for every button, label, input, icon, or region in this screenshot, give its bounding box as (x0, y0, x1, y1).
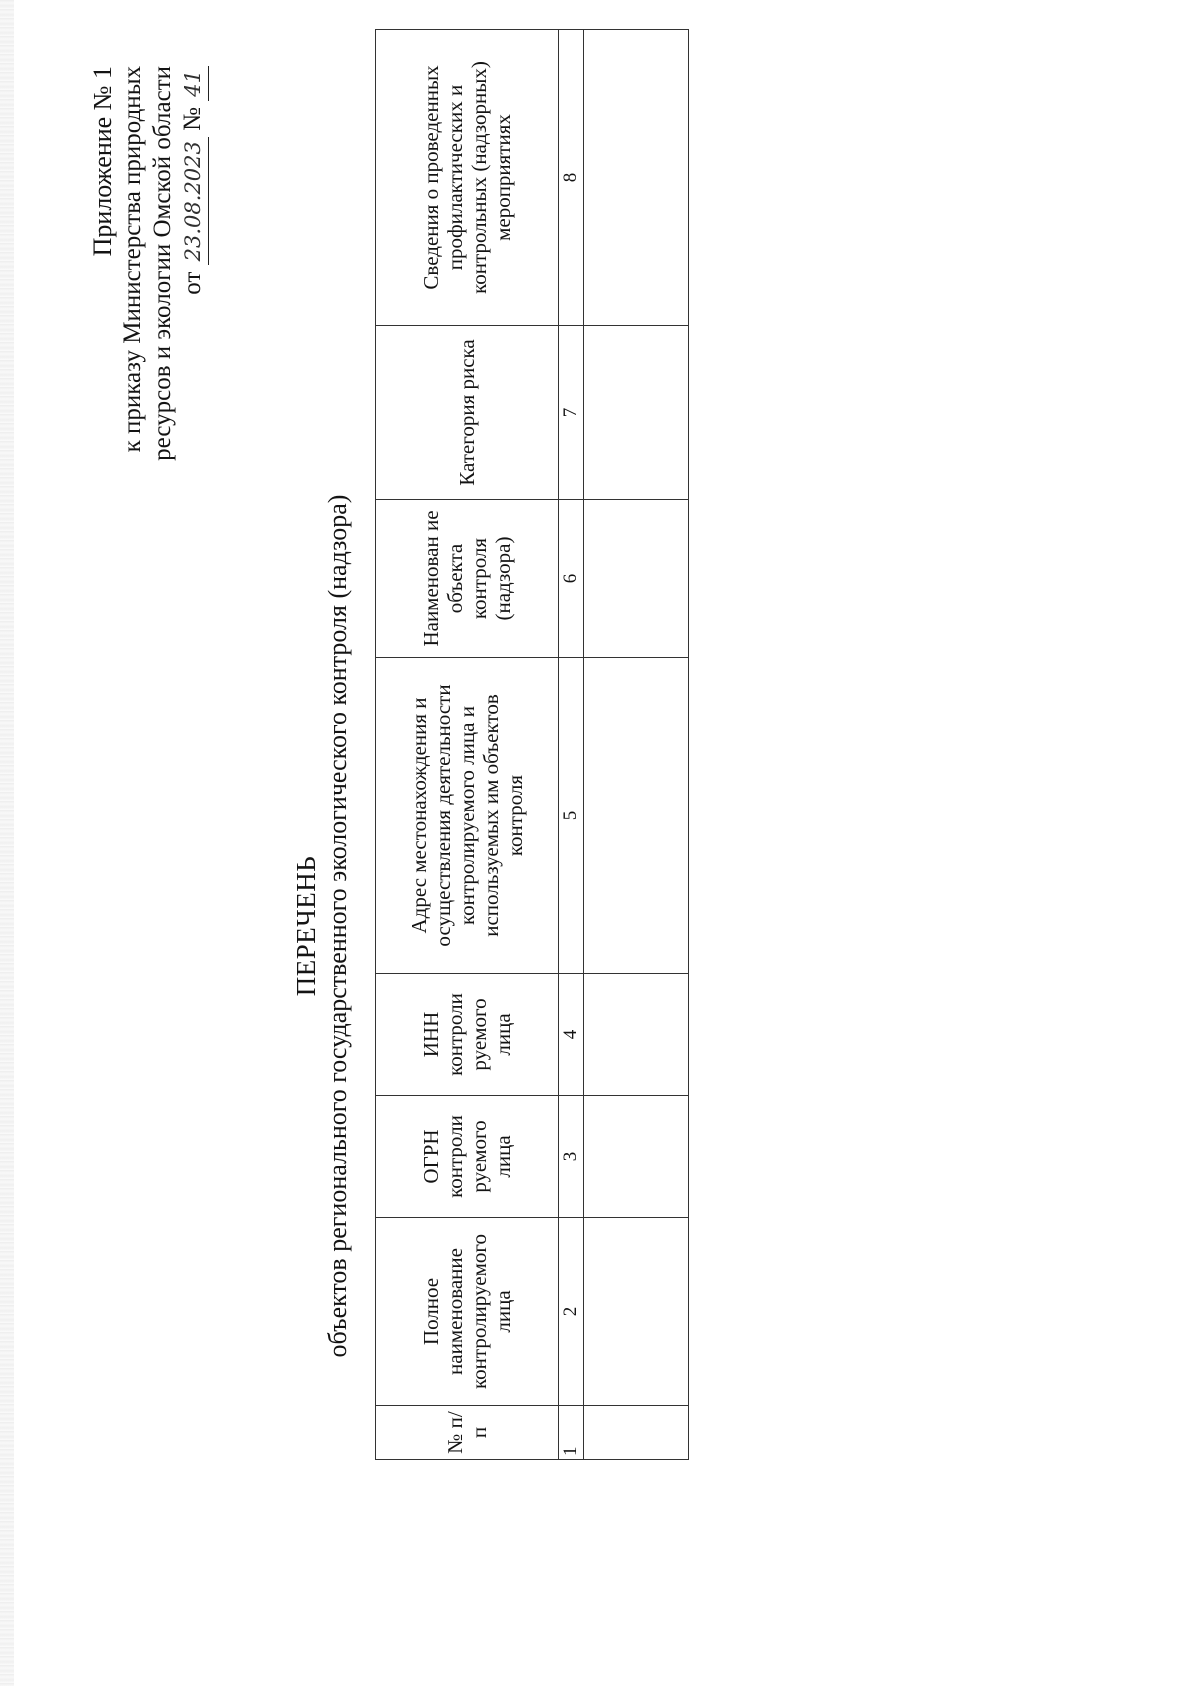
appendix-date-line (178, 66, 209, 566)
header-cell-full-name: Полное наименование контролируемого лица (376, 1218, 559, 1406)
column-number-cell: 3 (559, 1096, 584, 1218)
table-header-row (376, 30, 559, 1460)
empty-cell (584, 30, 689, 326)
column-number-cell: 4 (559, 974, 584, 1096)
title-subtitle: объектов регионального государственного экологического контроля (надзора) (323, 494, 352, 1358)
appendix-title: Приложение № 1 (88, 66, 117, 257)
appendix-ministry-line: ресурсов и экологии Омской области (149, 66, 176, 461)
handwritten-number: 41 (178, 66, 209, 101)
appendix-block (88, 66, 209, 566)
empty-cell (584, 1096, 689, 1218)
date-prefix: от (179, 271, 206, 295)
appendix-order-line: к приказу Министерства природных (119, 66, 146, 453)
column-number-cell: 1 (559, 1406, 584, 1460)
empty-cell (584, 1406, 689, 1460)
empty-cell (584, 974, 689, 1096)
header-cell-object-name: Наименован ие объекта контроля (надзора) (376, 500, 559, 658)
handwritten-date: 23.08.2023 (178, 137, 209, 265)
column-number-cell: 5 (559, 658, 584, 974)
empty-cell (584, 326, 689, 500)
table-column-number-row (559, 30, 584, 1460)
column-number-cell: 6 (559, 500, 584, 658)
objects-table (375, 29, 689, 1460)
title-heading: ПЕРЕЧЕНЬ (291, 855, 321, 997)
table-empty-row (584, 30, 689, 1460)
empty-cell (584, 658, 689, 974)
empty-cell (584, 1218, 689, 1406)
header-cell-risk-category: Категория риска (376, 326, 559, 500)
header-cell-ogrn: ОГРН контроли руемого лица (376, 1096, 559, 1218)
header-cell-inn: ИНН контроли руемого лица (376, 974, 559, 1096)
document-title (290, 326, 354, 1526)
empty-cell (584, 500, 689, 658)
column-number-cell: 7 (559, 326, 584, 500)
number-prefix: № (179, 106, 206, 131)
header-cell-address: Адрес местонахождения и осуществления деятельности контролируемого лица и используемых им объектов контроля (376, 658, 559, 974)
header-cell-measures: Сведения о проведенных профилактических и контрольных (надзорных) мероприятиях (376, 30, 559, 326)
column-number-cell: 2 (559, 1218, 584, 1406)
column-number-cell: 8 (559, 30, 584, 326)
header-cell-number: № п/п (376, 1406, 559, 1460)
